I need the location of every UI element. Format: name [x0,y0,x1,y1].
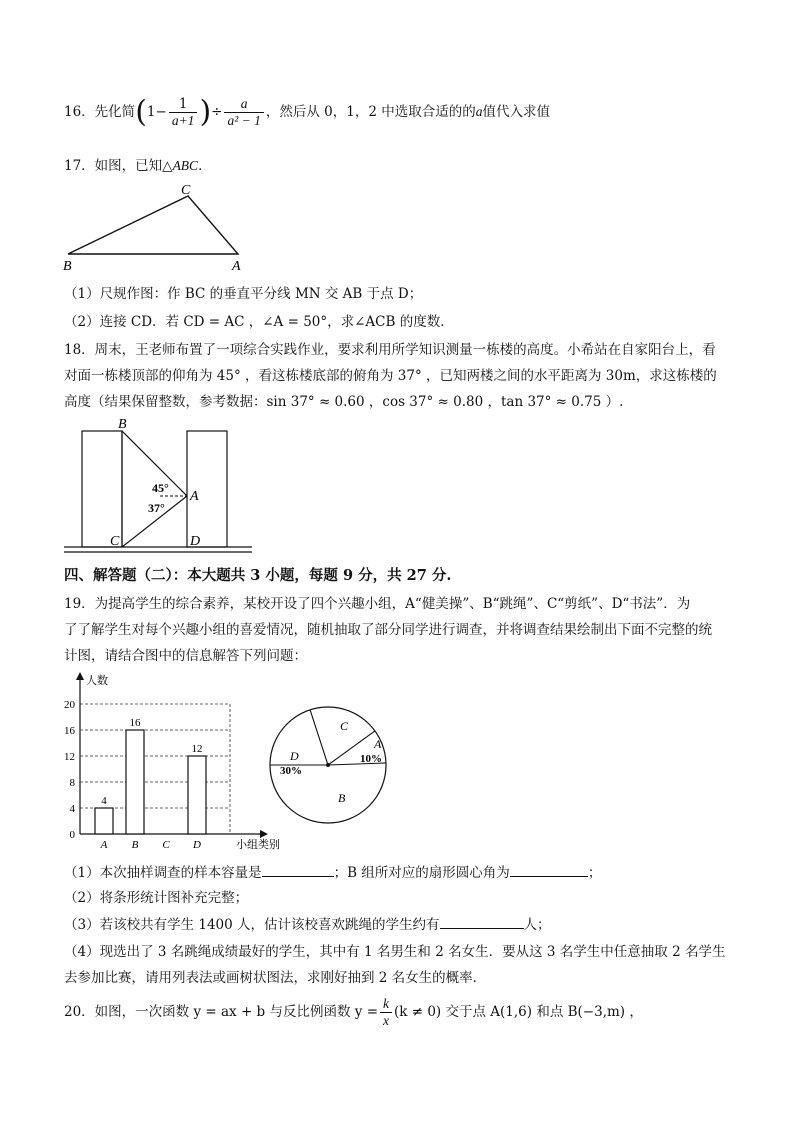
angle-45: 45° [152,481,169,495]
y-tick-label: 20 [64,699,75,711]
y-tick-label: 0 [69,829,75,841]
bar-b [126,730,144,834]
y-axis-arrow [76,672,84,680]
q17-triangle-figure [60,182,250,272]
y-tick-label: 4 [69,803,75,815]
svg-text:C: C [110,534,120,549]
blank-rope-students[interactable] [440,914,524,929]
q18-line3: 高度（结果保留整数，参考数据：sin 37° ≈ 0.60 ，cos 37° ≈ 0.80 ，tan 37° ≈ 0.75 ）. [64,394,624,410]
x-tick-label: B [131,839,139,851]
q18-line1: 18．周末，王老师布置了一项综合实践作业，要求利用所学知识测量一栋楼的高度。小希站在自家阳台上，看 [64,342,716,358]
pie-slice-label-b: B [338,791,346,805]
bar-chart [60,668,280,858]
q20-line: 20．如图，一次函数 y = ax + b 与反比例函数 y = $\frac{k}{x}$ (k ≠ 0) 交于点 A(1,6) 和点 B(−3,m) ， [64,996,643,1028]
x-tick-label: D [193,839,201,851]
bar-value-label: 4 [101,795,107,807]
bar-chart-ylabel: 人数 [86,675,108,687]
y-tick-label: 8 [69,777,75,789]
q17-stem: 17．如图，已知△ABC． [64,158,212,174]
bar-value-label: 16 [129,717,141,729]
q17-part2: （2）连接 CD．若 CD = AC ，∠A = 50°，求∠ACB 的度数． [64,314,454,330]
pie-slice-label-d: D [290,749,299,763]
blank-angle-b[interactable] [510,862,588,877]
y-tick-label: 12 [64,751,75,763]
pie-slice-label-c: C [340,719,349,733]
bar-a [95,808,113,834]
x-tick-label: A [100,839,108,851]
q19-part3: （3）若该校共有学生 1400 人，估计该校喜欢跳绳的学生约有 人； [64,914,551,935]
q16-line: 16．先化简(1− $\frac{1}{a+1}$ )÷ $\frac{a}{\text{a² − 1}}$ ，然后从 0，1，2 中选取合适的的a值代入求值 [64,94,550,130]
q17-part1: （1）尺规作图：作 BC 的垂直平分线 MN 交 AB 于点 D； [64,286,423,302]
q19-line2: 了了解学生对每个兴趣小组的喜爱情况，随机抽取了部分同学进行调查，并将调查结果绘制出下面不完整的统 [64,622,712,638]
pie-slice-percent-a: 10% [360,753,382,765]
svg-text:A: A [190,489,199,504]
label-a: A [232,259,241,272]
pie-slice-percent-d: 30% [280,765,302,777]
bar-chart-xlabel: 小组类别 [236,839,280,851]
blank-sample-size[interactable] [262,862,334,877]
label-b: B [63,259,72,272]
svg-text:B: B [118,418,127,432]
building-left [82,431,122,547]
y-tick-label: 16 [64,725,75,737]
pie-chart [260,690,410,840]
x-tick-label: C [162,839,170,851]
bar-value-label: 12 [191,743,203,755]
q16-fraction-1: $\frac{1}{a+1}$ [169,96,198,129]
bar-d [188,756,206,834]
q20-fraction: $\frac{k}{x}$ [380,996,392,1029]
q16-number: 16．先化简 [64,104,136,120]
q19-line1: 19．为提高学生的综合素养，某校开设了四个兴趣小组，A“健美操”、B“跳绳”、C“剪纸”、D“书法”．为 [64,596,691,612]
q19-part1: （1）本次抽样调查的样本容量是 ；B 组所对应的扇形圆心角为 ； [64,862,601,883]
label-c: C [181,183,191,198]
q19-part2: （2）将条形统计图补充完整； [64,890,249,906]
angle-37: 37° [148,501,165,515]
pie-center [326,763,330,767]
svg-text:D: D [190,534,201,549]
q19-line3: 计图，请结合图中的信息解答下列问题： [64,648,307,664]
q19-part4a: （4）现选出了 3 名跳绳成绩最好的学生，其中有 1 名男生和 2 名女生．要从这 3 名学生中任意抽取 2 名学生 [64,944,726,960]
triangle-abc [68,196,238,254]
q19-part4b: 去参加比赛，请用列表法或画树状图法，求刚好抽到 2 名女生的概率． [64,970,487,986]
q18-building-figure [60,418,260,556]
pie-slice-label-a: A [374,737,382,751]
section-heading: 四、解答题（二）：本大题共 3 小题，每题 9 分，共 27 分. [64,567,452,584]
q16-fraction-2: $\frac{a}{\text{a² − 1}}$ [224,96,263,129]
q18-line2: 对面一栋楼顶部的仰角为 45° ，看这栋楼底部的俯角为 37° ，已知两楼之间的水平距离为 30m，求这栋楼的 [64,368,717,384]
